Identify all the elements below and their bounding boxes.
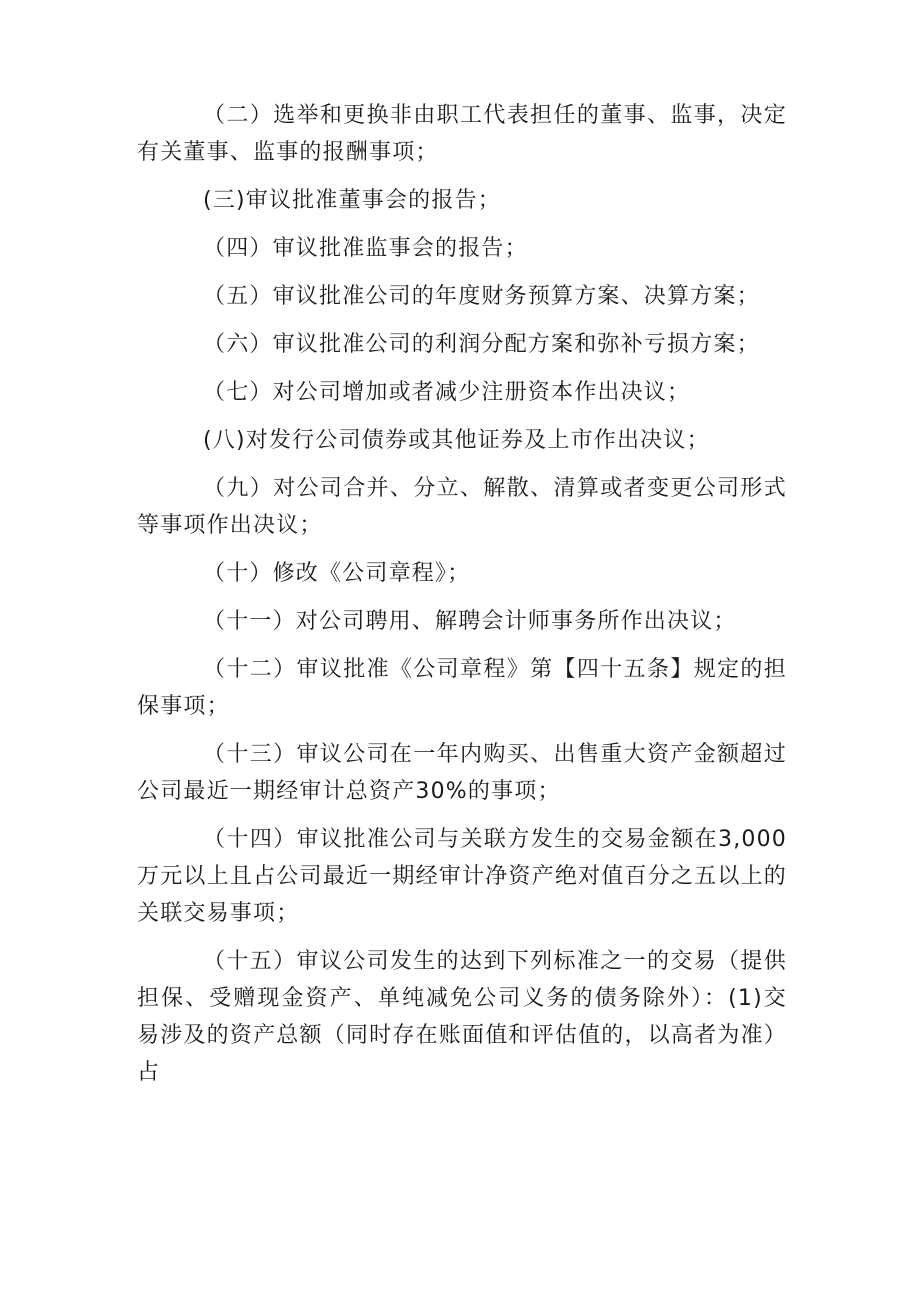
paragraph-item-3: (三)审议批准董事会的报告；: [203, 188, 501, 213]
paragraph-item-9: （九）对公司合并、分立、解散、清算或者变更公司形式等事项作出决议；: [137, 476, 787, 538]
paragraph-item-6: （六）审议批准公司的利润分配方案和弥补亏损方案；: [203, 332, 760, 357]
paragraph-item-15: （十五）审议公司发生的达到下列标准之一的交易（提供担保、受赠现金资产、单纯减免公司义务的债务除外）：(1)交易涉及的资产总额（同时存在账面值和评估值的，以高者为准）占: [137, 949, 787, 1085]
paragraph-item-13: （十三）审议公司在一年内购买、出售重大资产金额超过公司最近一期经审计总资产30%的事项；: [137, 742, 787, 804]
document-body: [137, 97, 787, 1102]
paragraph-item-12: （十二）审议批准《公司章程》第【四十五条】规定的担保事项；: [137, 657, 787, 719]
paragraph-item-5: （五）审议批准公司的年度财务预算方案、决算方案；: [203, 284, 760, 309]
paragraph-item-8: (八)对发行公司债券或其他证券及上市作出决议；: [203, 428, 710, 453]
paragraph-item-7: （七）对公司增加或者减少注册资本作出决议；: [203, 380, 691, 405]
paragraph-item-10: （十）修改《公司章程》；: [203, 561, 471, 586]
paragraph-item-14: （十四）审议批准公司与关联方发生的交易金额在3,000万元以上且占公司最近一期经审计净资产绝对值百分之五以上的关联交易事项；: [137, 827, 787, 926]
paragraph-item-11: （十一）对公司聘用、解聘会计师事务所作出决议；: [203, 609, 737, 634]
paragraph-item-2: （二）选举和更换非由职工代表担任的董事、监事，决定有关董事、监事的报酬事项；: [137, 103, 787, 165]
paragraph-item-4: （四）审议批准监事会的报告；: [203, 236, 528, 261]
